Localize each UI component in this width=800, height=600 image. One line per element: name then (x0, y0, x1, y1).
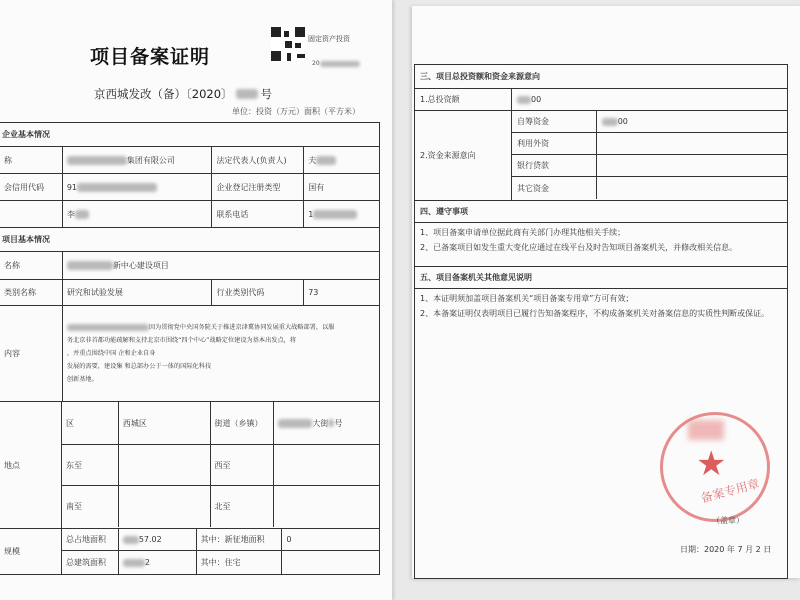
company-name-value: 集团有限公司 (62, 147, 212, 173)
residential-value (281, 551, 379, 574)
total-investment-label: 1.总投资额 (420, 95, 460, 104)
district-value: 西城区 (118, 402, 210, 444)
credit-code-value: 91 (62, 174, 212, 200)
contact-value: 李 (62, 201, 212, 227)
seal-redaction (688, 420, 724, 440)
legal-rep-value: 夫 (303, 147, 379, 173)
left-document-page (0, 0, 392, 600)
issue-date: 日期：2020 年 7 月 2 日 (680, 545, 772, 554)
district-label: 区 (66, 418, 74, 428)
fund-source-label: 2.资金来源意向 (420, 151, 476, 160)
section-header-company: 企业基本情况 (2, 130, 50, 139)
reg-type-label: 企业登记注册类型 (211, 174, 303, 200)
content-line: 创新基地。 (66, 376, 98, 383)
north-value (273, 486, 379, 527)
industry-label: 类别名称 (4, 288, 36, 297)
west-value (273, 445, 379, 485)
rules-list (415, 223, 787, 266)
project-name-value: 新中心建设项目 (62, 252, 379, 279)
redacted-number (236, 89, 258, 99)
credit-code-label: 会信用代码 (4, 182, 44, 192)
project-name-label: 名称 (4, 261, 20, 270)
industry-code-label: 行业类别代码 (211, 280, 303, 305)
content-line: 务北京非首都功能疏解和支持北京市围绕“四个中心”战略定位建设为基本出发点，将 (66, 337, 297, 344)
section-header-project: 项目基本情况 (2, 235, 50, 244)
reg-type-value: 国有 (303, 174, 379, 200)
other-funds-value (596, 177, 787, 199)
location-grid (61, 402, 379, 528)
south-label: 南至 (66, 502, 82, 511)
location-label: 地点 (4, 460, 20, 470)
total-investment-value: 00 (511, 89, 787, 110)
opinion-item: 2、本备案证明仅表明项目已履行告知备案程序，不构成备案机关对备案信息的实质性判断或保证。 (420, 309, 770, 318)
other-funds-label: 其它资金 (517, 183, 549, 193)
contact-label (0, 201, 62, 227)
total-land-value: 57.02 (118, 529, 196, 550)
rule-item: 2、已备案项目如发生重大变化应通过在线平台及时告知项目备案机关，并修改相关信息。 (420, 243, 738, 252)
east-label: 东至 (66, 460, 82, 470)
phone-value: 1 (303, 201, 379, 227)
industry-value: 研究和试验发展 (62, 280, 212, 305)
content-line: 发展的需要，建设集 和总部办公于一体的国际化科技 (66, 363, 212, 370)
foreign-funds-label: 利用外资 (517, 139, 549, 148)
street-label: 街道（乡镇） (210, 402, 274, 444)
seal-star-icon: ★ (696, 444, 727, 484)
section-header-opinions: 五、项目备案机关其他意见说明 (420, 273, 532, 282)
residential-label: 其中：住宅 (196, 551, 282, 574)
total-build-label: 总建筑面积 (66, 558, 106, 567)
own-funds-value: 00 (596, 111, 787, 132)
new-land-label: 其中：新征地面积 (196, 529, 282, 550)
scale-grid (61, 529, 379, 574)
fund-source-grid (511, 111, 787, 200)
qr-code-icon (271, 27, 305, 61)
industry-code-value: 73 (303, 280, 379, 305)
new-land-value: 0 (281, 529, 379, 550)
content-line: 因为贯彻党中央国务院关于推进京津冀协同发展重大战略部署，以服 (67, 321, 335, 334)
legal-rep-label: 法定代表人(负责人) (211, 147, 303, 173)
project-content (62, 306, 379, 401)
foreign-funds-value (596, 133, 787, 154)
north-label: 北至 (210, 486, 274, 527)
content-label: 内容 (4, 349, 20, 358)
document-title: 项目备案证明 (90, 46, 211, 68)
phone-label: 联系电话 (211, 201, 303, 227)
section-header-investment: 三、项目总投资额和资金来源意向 (420, 72, 540, 81)
own-funds-label: 自筹资金 (517, 117, 549, 126)
left-info-table (0, 122, 380, 575)
document-number (94, 86, 272, 102)
document-number-prefix: 京西城发改（备）〔2020〕 (94, 87, 233, 101)
bank-loan-value (596, 155, 787, 176)
company-name-label: 称 (4, 155, 12, 165)
qr-number: 20 (312, 60, 360, 67)
content-line: ，并重点围绕中国 企和企业自身 (66, 350, 156, 357)
rule-item: 1、项目备案申请单位据此商有关部门办理其他相关手续； (420, 228, 626, 237)
seal-label: （盖章） (712, 516, 744, 525)
south-value (118, 486, 210, 527)
street-value: 大街 号 (273, 402, 379, 444)
qr-caption: 固定资产投资 (308, 35, 350, 43)
west-label: 西至 (210, 445, 274, 485)
east-value (118, 445, 210, 485)
document-number-suffix: 号 (260, 87, 273, 101)
bank-loan-label: 银行贷款 (517, 161, 549, 170)
section-header-rules: 四、遵守事项 (420, 207, 468, 216)
unit-note: 单位：投资（万元）面积（平方米） (232, 107, 360, 116)
seal-text: 备案专用章 (699, 476, 761, 506)
total-land-label: 总占地面积 (66, 535, 106, 544)
scale-label: 规模 (4, 547, 20, 556)
opinion-item: 1、本证明须加盖项目备案机关“项目备案专用章”方可有效； (420, 294, 634, 303)
total-build-value: 2 (118, 551, 196, 574)
